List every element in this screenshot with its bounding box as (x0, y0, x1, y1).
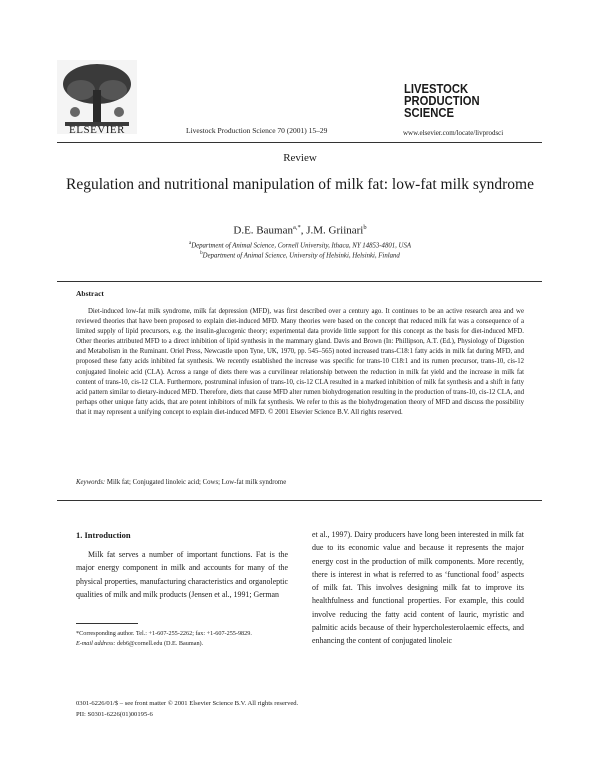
footnote (76, 629, 291, 648)
journal-citation: Livestock Production Science 70 (2001) 15–29 (186, 126, 328, 135)
elsevier-tree-logo (57, 60, 137, 134)
article-title: Regulation and nutritional manipulation of milk fat: low-fat milk syndrome (66, 176, 534, 193)
body-column-left (76, 548, 288, 601)
pii-line: PII: S0301-6226(01)00195-6 (76, 711, 153, 718)
journal-name-line: PRODUCTION (404, 94, 480, 108)
abstract-text: Diet-induced low-fat milk syndrome, milk fat depression (MFD), was first described over a century ago. It continues to be an active research area and we reviewed theories that have been proposed to explain diet-induced MFD. Many theories were based on the concept that reduced milk fat was a consequence of a limited supply of lipid precursors, e.g. the insulin-glucogenic theory; experimental data provide little support for this concept as the basis for diet-induced MFD. Other theories attributed MFD to a direct inhibition of lipid synthesis in the mammary gland. Davis and Brown (In: Phillipson, A.T. (Ed.), Physiology of Digestion and Metabolism in the Ruminant. Oriel Press, Newcastle upon Tyne, UK, 1970, pp. 545–565) noted increased trans-C18:1 fatty acids in milk fat during MFD, and proposed these fatty acids inhibited fat synthesis. We recently established the increase was specific for trans-10 C18:1 and its rumen precursor, trans-10, cis-12 conjugated linoleic acid (CLA). Across a range of diets there was a curvilinear relationship between the reduction in milk fat yield and the increase in milk fat content of trans-10, cis-12 CLA. Furthermore, postruminal infusion of trans-10, cis-12 CLA resulted in a marked inhibition of milk fat synthesis and a shift in fatty acid pattern similar to dietary-induced MFD. Therefore, diets that cause MFD alter rumen biohydrogenation resulting in the production of trans-10, cis-12 CLA, and perhaps other unique fatty acids, that are potent inhibitors of milk fat synthesis. We refer to this as the biohydrogenation theory of MFD and discuss the possibility that it may represent a unifying concept to explain diet-induced MFD. © 2001 Elsevier Science B.V. All rights reserved. (76, 308, 524, 416)
corresponding-author-note: *Corresponding author. Tel.: +1-607-255-2262; fax: +1-607-255-9829. (76, 630, 252, 637)
journal-name-line: SCIENCE (404, 106, 455, 120)
affiliation (0, 241, 600, 249)
author-name: J.M. Griinari (306, 224, 364, 237)
publisher-name: ELSEVIER (69, 124, 125, 136)
keywords-label: Keywords: (76, 479, 106, 486)
header-divider (57, 142, 542, 143)
keywords (76, 479, 524, 486)
author-separator: , (300, 224, 307, 237)
email-note (76, 639, 291, 649)
email-address[interactable]: deb6@cornell.edu (D.E. Bauman). (117, 639, 204, 647)
abstract-top-divider (57, 281, 542, 282)
journal-url[interactable]: www.elsevier.com/locate/livprodsci (403, 129, 504, 137)
author-affiliation-mark: a,* (292, 224, 301, 231)
footnote-divider (76, 623, 138, 624)
front-matter-line: 0301-6226/01/$ – see front matter © 2001 Elsevier Science B.V. All rights reserved. (76, 700, 299, 707)
journal-name-line: LIVESTOCK (404, 82, 469, 96)
section-label: Review (283, 152, 317, 164)
paragraph: Milk fat serves a number of important functions. Fat is the major energy component in milk and accounts for many of the physical properties, manufacturing characteristics and organoleptic qualities of milk and milk products (Jensen et al., 1991; German (76, 550, 288, 599)
paragraph: et al., 1997). Dairy producers have long been interested in milk fat due to its economic value and because it represents the major energy cost in the production of milk components. More recently, there is interest in what is referred to as ‘functional food’ aspects of milk fat. This involves designing milk fat to improve its healthfulness and functional properties. For example, this could involve reducing the fatty acid content of lauric, myristic and palmitic acids because of their hypercholesterolaemic effects, and enhancing the content of conjugated linoleic (312, 530, 524, 646)
affiliation-text: Department of Animal Science, Cornell University, Ithaca, NY 14853-4801, USA (191, 242, 412, 250)
author-name: D.E. Bauman (233, 224, 293, 237)
affiliation (0, 251, 600, 259)
abstract-bottom-divider (57, 500, 542, 501)
author-list (0, 224, 600, 237)
affiliation-text: Department of Animal Science, University of Helsinki, Helsinki, Finland (202, 252, 400, 260)
journal-name (404, 83, 519, 119)
body-column-right (312, 528, 524, 648)
email-label: E-mail address: (76, 639, 116, 647)
affiliation-mark: a (188, 241, 192, 246)
introduction-heading: 1. Introduction (76, 530, 131, 540)
affiliation-mark: b (200, 251, 203, 256)
author-affiliation-mark: b (363, 224, 367, 231)
keywords-list: Milk fat; Conjugated linoleic acid; Cows; Low-fat milk syndrome (106, 479, 287, 486)
abstract-heading: Abstract (76, 289, 104, 298)
